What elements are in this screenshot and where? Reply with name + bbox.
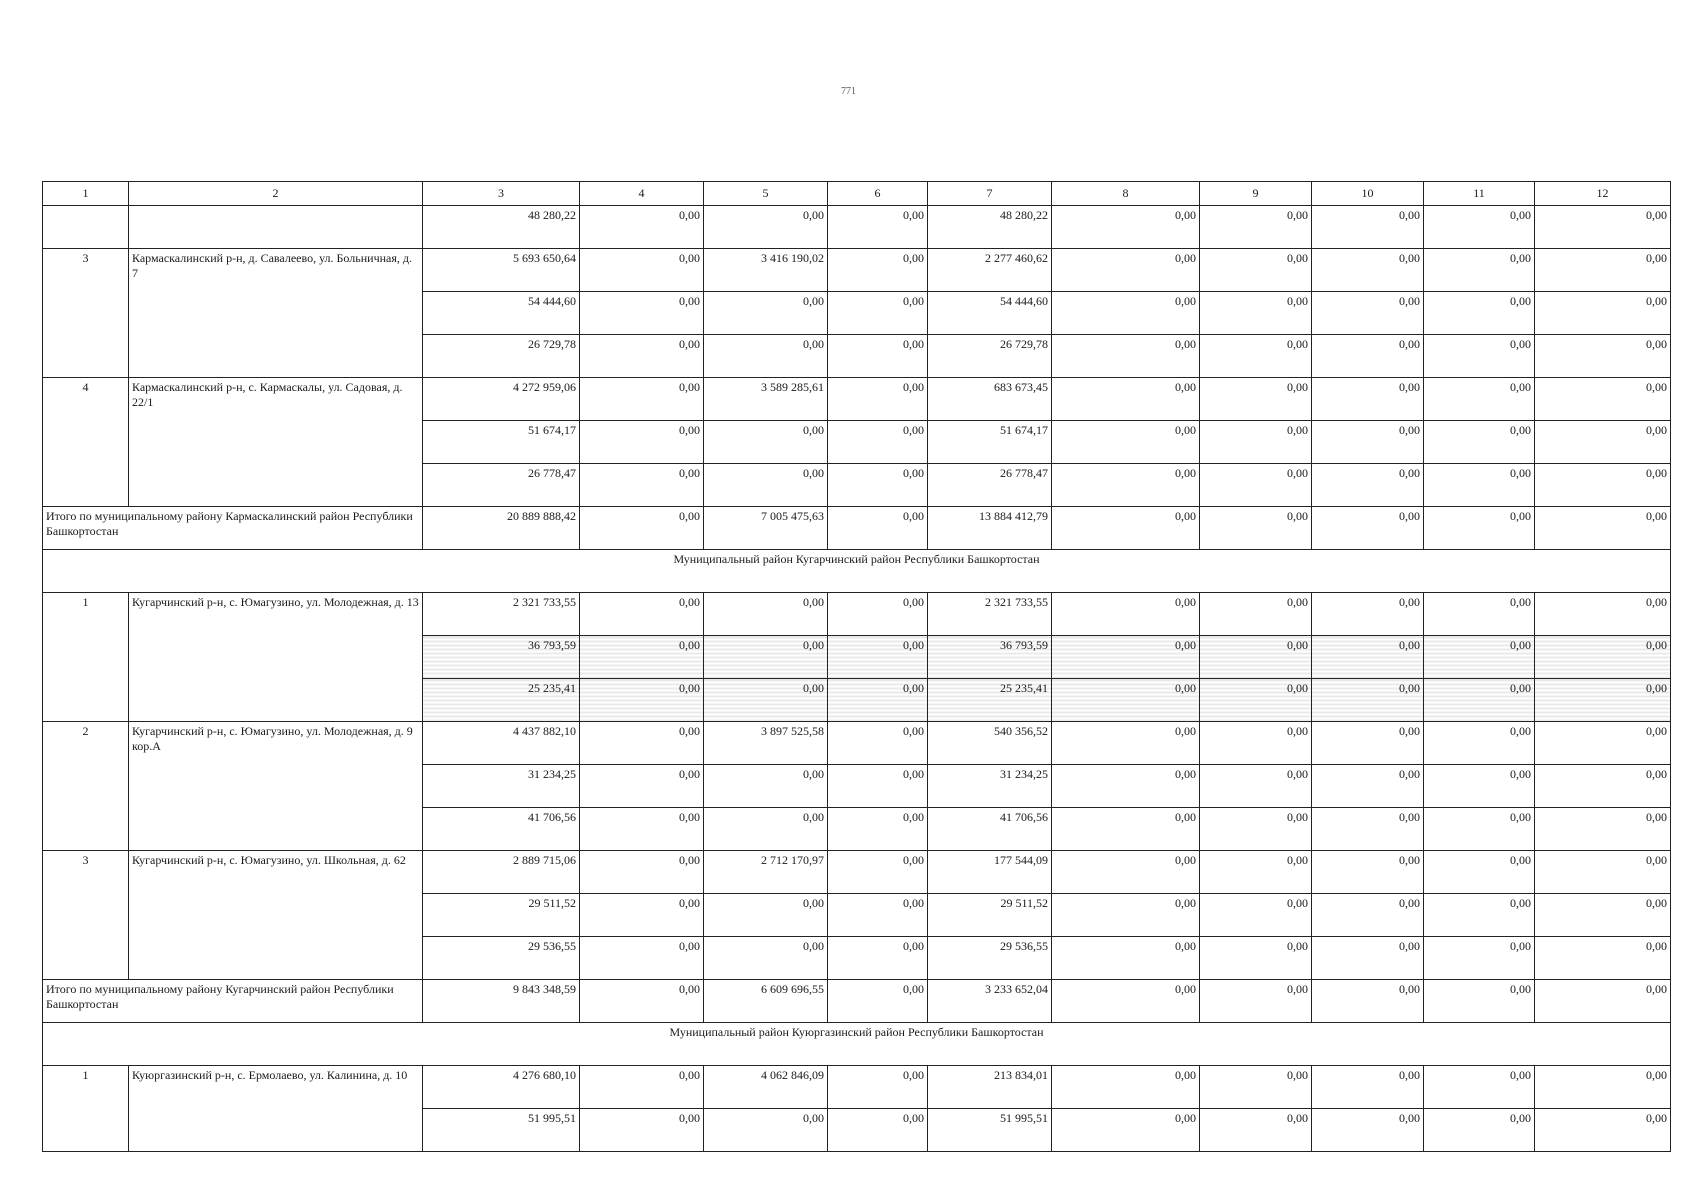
amount-cell: 5 693 650,64 — [423, 249, 580, 292]
amount-cell: 6 609 696,55 — [704, 980, 828, 1023]
amount-cell: 0,00 — [1535, 593, 1671, 636]
amount-cell: 51 995,51 — [423, 1109, 580, 1152]
amount-cell: 0,00 — [1535, 378, 1671, 421]
amount-cell: 0,00 — [1200, 335, 1312, 378]
amount-cell: 0,00 — [1424, 206, 1535, 249]
amount-cell: 0,00 — [828, 722, 928, 765]
amount-cell: 0,00 — [828, 507, 928, 550]
amount-cell: 0,00 — [1200, 464, 1312, 507]
amount-cell: 213 834,01 — [928, 1066, 1052, 1109]
column-number-header: 10 — [1312, 182, 1424, 206]
amount-cell: 0,00 — [828, 851, 928, 894]
amount-cell: 0,00 — [704, 593, 828, 636]
amount-cell: 0,00 — [580, 292, 704, 335]
column-number-header: 8 — [1052, 182, 1200, 206]
column-number-header: 12 — [1535, 182, 1671, 206]
amount-cell: 0,00 — [828, 937, 928, 980]
amount-cell: 3 416 190,02 — [704, 249, 828, 292]
amount-cell: 0,00 — [1312, 1109, 1424, 1152]
item-address: Кармаскалинский р-н, д. Савалеево, ул. Больничная, д. 7 — [129, 249, 423, 378]
amount-cell: 0,00 — [828, 464, 928, 507]
item-number: 1 — [43, 593, 129, 722]
amount-cell: 29 536,55 — [423, 937, 580, 980]
amount-cell: 0,00 — [1535, 722, 1671, 765]
item-number: 4 — [43, 378, 129, 507]
amount-cell: 29 536,55 — [928, 937, 1052, 980]
amount-cell: 0,00 — [1535, 206, 1671, 249]
amount-cell: 48 280,22 — [928, 206, 1052, 249]
amount-cell: 0,00 — [828, 808, 928, 851]
amount-cell: 0,00 — [828, 292, 928, 335]
amount-cell: 3 589 285,61 — [704, 378, 828, 421]
amount-cell: 0,00 — [1052, 765, 1200, 808]
amount-cell: 36 793,59 — [423, 636, 580, 679]
amount-cell: 0,00 — [1052, 335, 1200, 378]
amount-cell: 0,00 — [1200, 722, 1312, 765]
amount-cell: 0,00 — [704, 894, 828, 937]
amount-cell: 29 511,52 — [423, 894, 580, 937]
item-address: Кугарчинский р-н, с. Юмагузино, ул. Молодежная, д. 13 — [129, 593, 423, 722]
amount-cell: 0,00 — [1052, 593, 1200, 636]
amount-cell: 0,00 — [580, 679, 704, 722]
amount-cell: 0,00 — [704, 937, 828, 980]
amount-cell: 0,00 — [580, 937, 704, 980]
amount-cell: 0,00 — [1312, 937, 1424, 980]
amount-cell: 0,00 — [1535, 679, 1671, 722]
amount-cell: 0,00 — [580, 808, 704, 851]
amount-cell: 26 729,78 — [928, 335, 1052, 378]
amount-cell: 0,00 — [1312, 765, 1424, 808]
amount-cell: 0,00 — [1052, 421, 1200, 464]
amount-cell: 0,00 — [1535, 464, 1671, 507]
amount-cell: 0,00 — [828, 636, 928, 679]
amount-cell: 0,00 — [1200, 894, 1312, 937]
amount-cell: 0,00 — [1200, 206, 1312, 249]
amount-cell: 0,00 — [1052, 507, 1200, 550]
amount-cell: 29 511,52 — [928, 894, 1052, 937]
amount-cell: 0,00 — [1312, 249, 1424, 292]
amount-cell: 0,00 — [828, 894, 928, 937]
amount-cell: 3 233 652,04 — [928, 980, 1052, 1023]
amount-cell: 31 234,25 — [423, 765, 580, 808]
amount-cell: 0,00 — [1200, 937, 1312, 980]
amount-cell: 0,00 — [1424, 937, 1535, 980]
amount-cell: 0,00 — [1312, 421, 1424, 464]
amount-cell: 0,00 — [1200, 378, 1312, 421]
table-row — [43, 249, 1671, 292]
amount-cell: 4 276 680,10 — [423, 1066, 580, 1109]
total-label: Итого по муниципальному району Кармаскалинский район Республики Башкортостан — [43, 507, 423, 550]
amount-cell: 0,00 — [580, 421, 704, 464]
amount-cell: 0,00 — [704, 679, 828, 722]
amount-cell: 0,00 — [1424, 249, 1535, 292]
total-row — [43, 980, 1671, 1023]
amount-cell: 0,00 — [1312, 378, 1424, 421]
amount-cell: 0,00 — [580, 765, 704, 808]
amount-cell: 7 005 475,63 — [704, 507, 828, 550]
amount-cell: 25 235,41 — [928, 679, 1052, 722]
amount-cell: 0,00 — [1200, 765, 1312, 808]
amount-cell: 0,00 — [1535, 980, 1671, 1023]
amount-cell: 0,00 — [1200, 249, 1312, 292]
table-row — [43, 1066, 1671, 1109]
amount-cell: 0,00 — [1535, 808, 1671, 851]
table-body — [43, 206, 1671, 1152]
section-header-row — [43, 550, 1671, 593]
amount-cell: 0,00 — [1052, 378, 1200, 421]
amount-cell: 31 234,25 — [928, 765, 1052, 808]
item-number: 3 — [43, 249, 129, 378]
amount-cell: 0,00 — [580, 894, 704, 937]
amount-cell: 0,00 — [828, 593, 928, 636]
amount-cell: 0,00 — [1312, 636, 1424, 679]
amount-cell: 0,00 — [1424, 894, 1535, 937]
amount-cell: 0,00 — [1200, 1066, 1312, 1109]
amount-cell: 0,00 — [1312, 1066, 1424, 1109]
amount-cell: 0,00 — [1424, 765, 1535, 808]
amount-cell: 0,00 — [1312, 507, 1424, 550]
total-row — [43, 507, 1671, 550]
amount-cell: 0,00 — [580, 507, 704, 550]
amount-cell: 0,00 — [1535, 894, 1671, 937]
amount-cell: 0,00 — [1200, 808, 1312, 851]
column-number-row — [43, 182, 1671, 206]
amount-cell: 0,00 — [828, 378, 928, 421]
amount-cell: 0,00 — [1535, 249, 1671, 292]
amount-cell: 0,00 — [1535, 1109, 1671, 1152]
amount-cell: 0,00 — [1052, 1066, 1200, 1109]
amount-cell: 0,00 — [704, 464, 828, 507]
page-number: 771 — [841, 86, 856, 97]
amount-cell: 0,00 — [1052, 1109, 1200, 1152]
amount-cell: 0,00 — [1424, 421, 1535, 464]
item-address: Куюргазинский р-н, с. Ермолаево, ул. Калинина, д. 10 — [129, 1066, 423, 1152]
amount-cell: 0,00 — [1052, 679, 1200, 722]
table-row — [43, 722, 1671, 765]
amount-cell: 0,00 — [704, 1109, 828, 1152]
amount-cell: 0,00 — [1424, 722, 1535, 765]
amount-cell: 0,00 — [1424, 1109, 1535, 1152]
amount-cell: 0,00 — [1052, 249, 1200, 292]
amount-cell: 0,00 — [1424, 679, 1535, 722]
table-row — [43, 593, 1671, 636]
amount-cell: 0,00 — [1312, 593, 1424, 636]
amount-cell: 0,00 — [1535, 335, 1671, 378]
amount-cell: 0,00 — [828, 335, 928, 378]
amount-cell: 0,00 — [704, 335, 828, 378]
amount-cell: 0,00 — [580, 206, 704, 249]
amount-cell: 0,00 — [1424, 636, 1535, 679]
amount-cell: 0,00 — [828, 679, 928, 722]
amount-cell: 2 321 733,55 — [928, 593, 1052, 636]
amount-cell: 0,00 — [704, 765, 828, 808]
amount-cell: 0,00 — [1535, 937, 1671, 980]
amount-cell: 0,00 — [704, 206, 828, 249]
amount-cell: 36 793,59 — [928, 636, 1052, 679]
amount-cell: 0,00 — [1200, 679, 1312, 722]
amount-cell: 540 356,52 — [928, 722, 1052, 765]
column-number-header: 6 — [828, 182, 928, 206]
amount-cell: 0,00 — [1200, 1109, 1312, 1152]
amount-cell: 683 673,45 — [928, 378, 1052, 421]
amount-cell: 54 444,60 — [928, 292, 1052, 335]
amount-cell: 0,00 — [828, 421, 928, 464]
table-row — [43, 206, 1671, 249]
total-label: Итого по муниципальному району Кугарчинский район Республики Башкортостан — [43, 980, 423, 1023]
amount-cell: 0,00 — [1312, 851, 1424, 894]
amount-cell: 0,00 — [828, 980, 928, 1023]
item-number: 1 — [43, 1066, 129, 1152]
column-number-header: 4 — [580, 182, 704, 206]
amount-cell: 0,00 — [1535, 636, 1671, 679]
amount-cell: 0,00 — [580, 464, 704, 507]
column-number-header: 7 — [928, 182, 1052, 206]
amount-cell: 0,00 — [580, 851, 704, 894]
amount-cell: 0,00 — [704, 421, 828, 464]
amount-cell: 0,00 — [1200, 980, 1312, 1023]
amount-cell: 0,00 — [1424, 335, 1535, 378]
amount-cell: 0,00 — [1200, 292, 1312, 335]
table-row — [43, 851, 1671, 894]
amount-cell: 0,00 — [704, 292, 828, 335]
amount-cell: 0,00 — [1424, 1066, 1535, 1109]
amount-cell: 0,00 — [580, 593, 704, 636]
amount-cell: 0,00 — [1535, 421, 1671, 464]
amount-cell: 2 321 733,55 — [423, 593, 580, 636]
item-address: Кармаскалинский р-н, с. Кармаскалы, ул. Садовая, д. 22/1 — [129, 378, 423, 507]
amount-cell: 0,00 — [1424, 808, 1535, 851]
amount-cell: 0,00 — [1424, 378, 1535, 421]
amount-cell: 0,00 — [580, 1066, 704, 1109]
budget-table — [42, 181, 1671, 1152]
amount-cell: 0,00 — [1052, 808, 1200, 851]
amount-cell: 0,00 — [704, 636, 828, 679]
amount-cell: 0,00 — [1312, 335, 1424, 378]
amount-cell: 41 706,56 — [423, 808, 580, 851]
amount-cell: 4 272 959,06 — [423, 378, 580, 421]
amount-cell: 0,00 — [1200, 636, 1312, 679]
item-address — [129, 206, 423, 249]
amount-cell: 0,00 — [828, 1109, 928, 1152]
section-header-row — [43, 1023, 1671, 1066]
column-number-header: 1 — [43, 182, 129, 206]
amount-cell: 54 444,60 — [423, 292, 580, 335]
section-title: Муниципальный район Куюргазинский район Республики Башкортостан — [43, 1023, 1671, 1066]
amount-cell: 20 889 888,42 — [423, 507, 580, 550]
amount-cell: 0,00 — [828, 206, 928, 249]
amount-cell: 0,00 — [1052, 292, 1200, 335]
amount-cell: 51 674,17 — [423, 421, 580, 464]
amount-cell: 0,00 — [580, 335, 704, 378]
item-number — [43, 206, 129, 249]
amount-cell: 0,00 — [1312, 722, 1424, 765]
amount-cell: 0,00 — [580, 636, 704, 679]
section-title: Муниципальный район Кугарчинский район Республики Башкортостан — [43, 550, 1671, 593]
amount-cell: 26 729,78 — [423, 335, 580, 378]
amount-cell: 0,00 — [1535, 1066, 1671, 1109]
amount-cell: 41 706,56 — [928, 808, 1052, 851]
amount-cell: 0,00 — [580, 378, 704, 421]
amount-cell: 4 062 846,09 — [704, 1066, 828, 1109]
amount-cell: 0,00 — [1535, 507, 1671, 550]
amount-cell: 0,00 — [1312, 464, 1424, 507]
amount-cell: 0,00 — [1312, 980, 1424, 1023]
item-address: Кугарчинский р-н, с. Юмагузино, ул. Молодежная, д. 9 кор.А — [129, 722, 423, 851]
amount-cell: 26 778,47 — [423, 464, 580, 507]
amount-cell: 0,00 — [1200, 851, 1312, 894]
amount-cell: 0,00 — [1200, 421, 1312, 464]
amount-cell: 0,00 — [1052, 894, 1200, 937]
amount-cell: 0,00 — [1052, 206, 1200, 249]
amount-cell: 0,00 — [580, 980, 704, 1023]
amount-cell: 177 544,09 — [928, 851, 1052, 894]
amount-cell: 25 235,41 — [423, 679, 580, 722]
amount-cell: 0,00 — [1312, 206, 1424, 249]
column-number-header: 9 — [1200, 182, 1312, 206]
item-address: Кугарчинский р-н, с. Юмагузино, ул. Школьная, д. 62 — [129, 851, 423, 980]
amount-cell: 4 437 882,10 — [423, 722, 580, 765]
amount-cell: 0,00 — [1052, 851, 1200, 894]
amount-cell: 0,00 — [1052, 980, 1200, 1023]
column-number-header: 2 — [129, 182, 423, 206]
amount-cell: 51 674,17 — [928, 421, 1052, 464]
amount-cell: 2 712 170,97 — [704, 851, 828, 894]
amount-cell: 0,00 — [1052, 937, 1200, 980]
amount-cell: 0,00 — [1312, 292, 1424, 335]
amount-cell: 0,00 — [1312, 808, 1424, 851]
column-number-header: 5 — [704, 182, 828, 206]
amount-cell: 0,00 — [1052, 722, 1200, 765]
amount-cell: 3 897 525,58 — [704, 722, 828, 765]
amount-cell: 9 843 348,59 — [423, 980, 580, 1023]
amount-cell: 0,00 — [1200, 507, 1312, 550]
amount-cell: 0,00 — [1424, 507, 1535, 550]
amount-cell: 0,00 — [580, 722, 704, 765]
amount-cell: 0,00 — [828, 765, 928, 808]
amount-cell: 0,00 — [1052, 464, 1200, 507]
amount-cell: 2 277 460,62 — [928, 249, 1052, 292]
amount-cell: 0,00 — [1200, 593, 1312, 636]
amount-cell: 0,00 — [1535, 851, 1671, 894]
table-row — [43, 378, 1671, 421]
amount-cell: 0,00 — [828, 249, 928, 292]
amount-cell: 0,00 — [1535, 765, 1671, 808]
amount-cell: 26 778,47 — [928, 464, 1052, 507]
amount-cell: 0,00 — [1535, 292, 1671, 335]
column-number-header: 11 — [1424, 182, 1535, 206]
amount-cell: 51 995,51 — [928, 1109, 1052, 1152]
amount-cell: 0,00 — [704, 808, 828, 851]
amount-cell: 0,00 — [1052, 636, 1200, 679]
amount-cell: 0,00 — [828, 1066, 928, 1109]
amount-cell: 0,00 — [1424, 464, 1535, 507]
amount-cell: 2 889 715,06 — [423, 851, 580, 894]
amount-cell: 0,00 — [1312, 894, 1424, 937]
amount-cell: 0,00 — [580, 1109, 704, 1152]
item-number: 2 — [43, 722, 129, 851]
amount-cell: 0,00 — [1424, 593, 1535, 636]
amount-cell: 0,00 — [1312, 679, 1424, 722]
amount-cell: 0,00 — [1424, 292, 1535, 335]
amount-cell: 0,00 — [1424, 980, 1535, 1023]
amount-cell: 48 280,22 — [423, 206, 580, 249]
amount-cell: 13 884 412,79 — [928, 507, 1052, 550]
amount-cell: 0,00 — [1424, 851, 1535, 894]
amount-cell: 0,00 — [580, 249, 704, 292]
column-number-header: 3 — [423, 182, 580, 206]
item-number: 3 — [43, 851, 129, 980]
